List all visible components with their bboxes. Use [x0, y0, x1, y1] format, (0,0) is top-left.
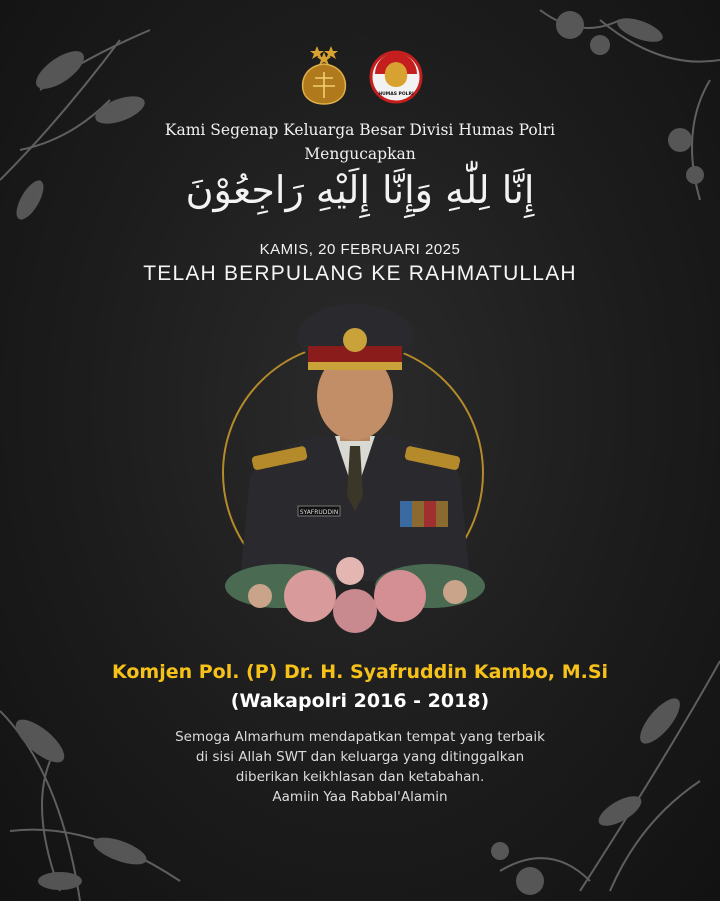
family-greeting [0, 118, 720, 166]
logo-row [0, 44, 720, 106]
prayer-line: Aamiin Yaa Rabbal'Alamin [272, 789, 448, 805]
express-line: Mengucapkan [304, 145, 416, 163]
prayer-line: Semoga Almarhum mendapatkan tempat yang terbaik [175, 729, 545, 745]
humas-polri-icon [367, 44, 425, 106]
announcement-heading: TELAH BERPULANG KE RAHMATULLAH [143, 262, 577, 285]
police-emblem-icon [295, 44, 353, 106]
family-line: Kami Segenap Keluarga Besar Divisi Humas Polri [164, 121, 556, 139]
deceased-name: Komjen Pol. (P) Dr. H. Syafruddin Kambo, M.Si [111, 661, 609, 683]
name-tag: SYAFRUDDIN [299, 509, 339, 516]
prayer-text [0, 727, 720, 807]
svg-text:HUMAS POLRI: HUMAS POLRI [378, 92, 414, 97]
arabic-calligraphy: إِنَّا لِلّٰهِ وَإِنَّا إِلَيْهِ رَاجِعُوْنَ [185, 168, 535, 212]
deceased-role: (Wakapolri 2016 - 2018) [230, 690, 490, 712]
portrait-photo [200, 296, 510, 646]
prayer-line: di sisi Allah SWT dan keluarga yang ditinggalkan [195, 749, 525, 765]
prayer-line: diberikan keikhlasan dan ketabahan. [235, 769, 485, 785]
date-text: KAMIS, 20 FEBRUARI 2025 [259, 241, 461, 258]
